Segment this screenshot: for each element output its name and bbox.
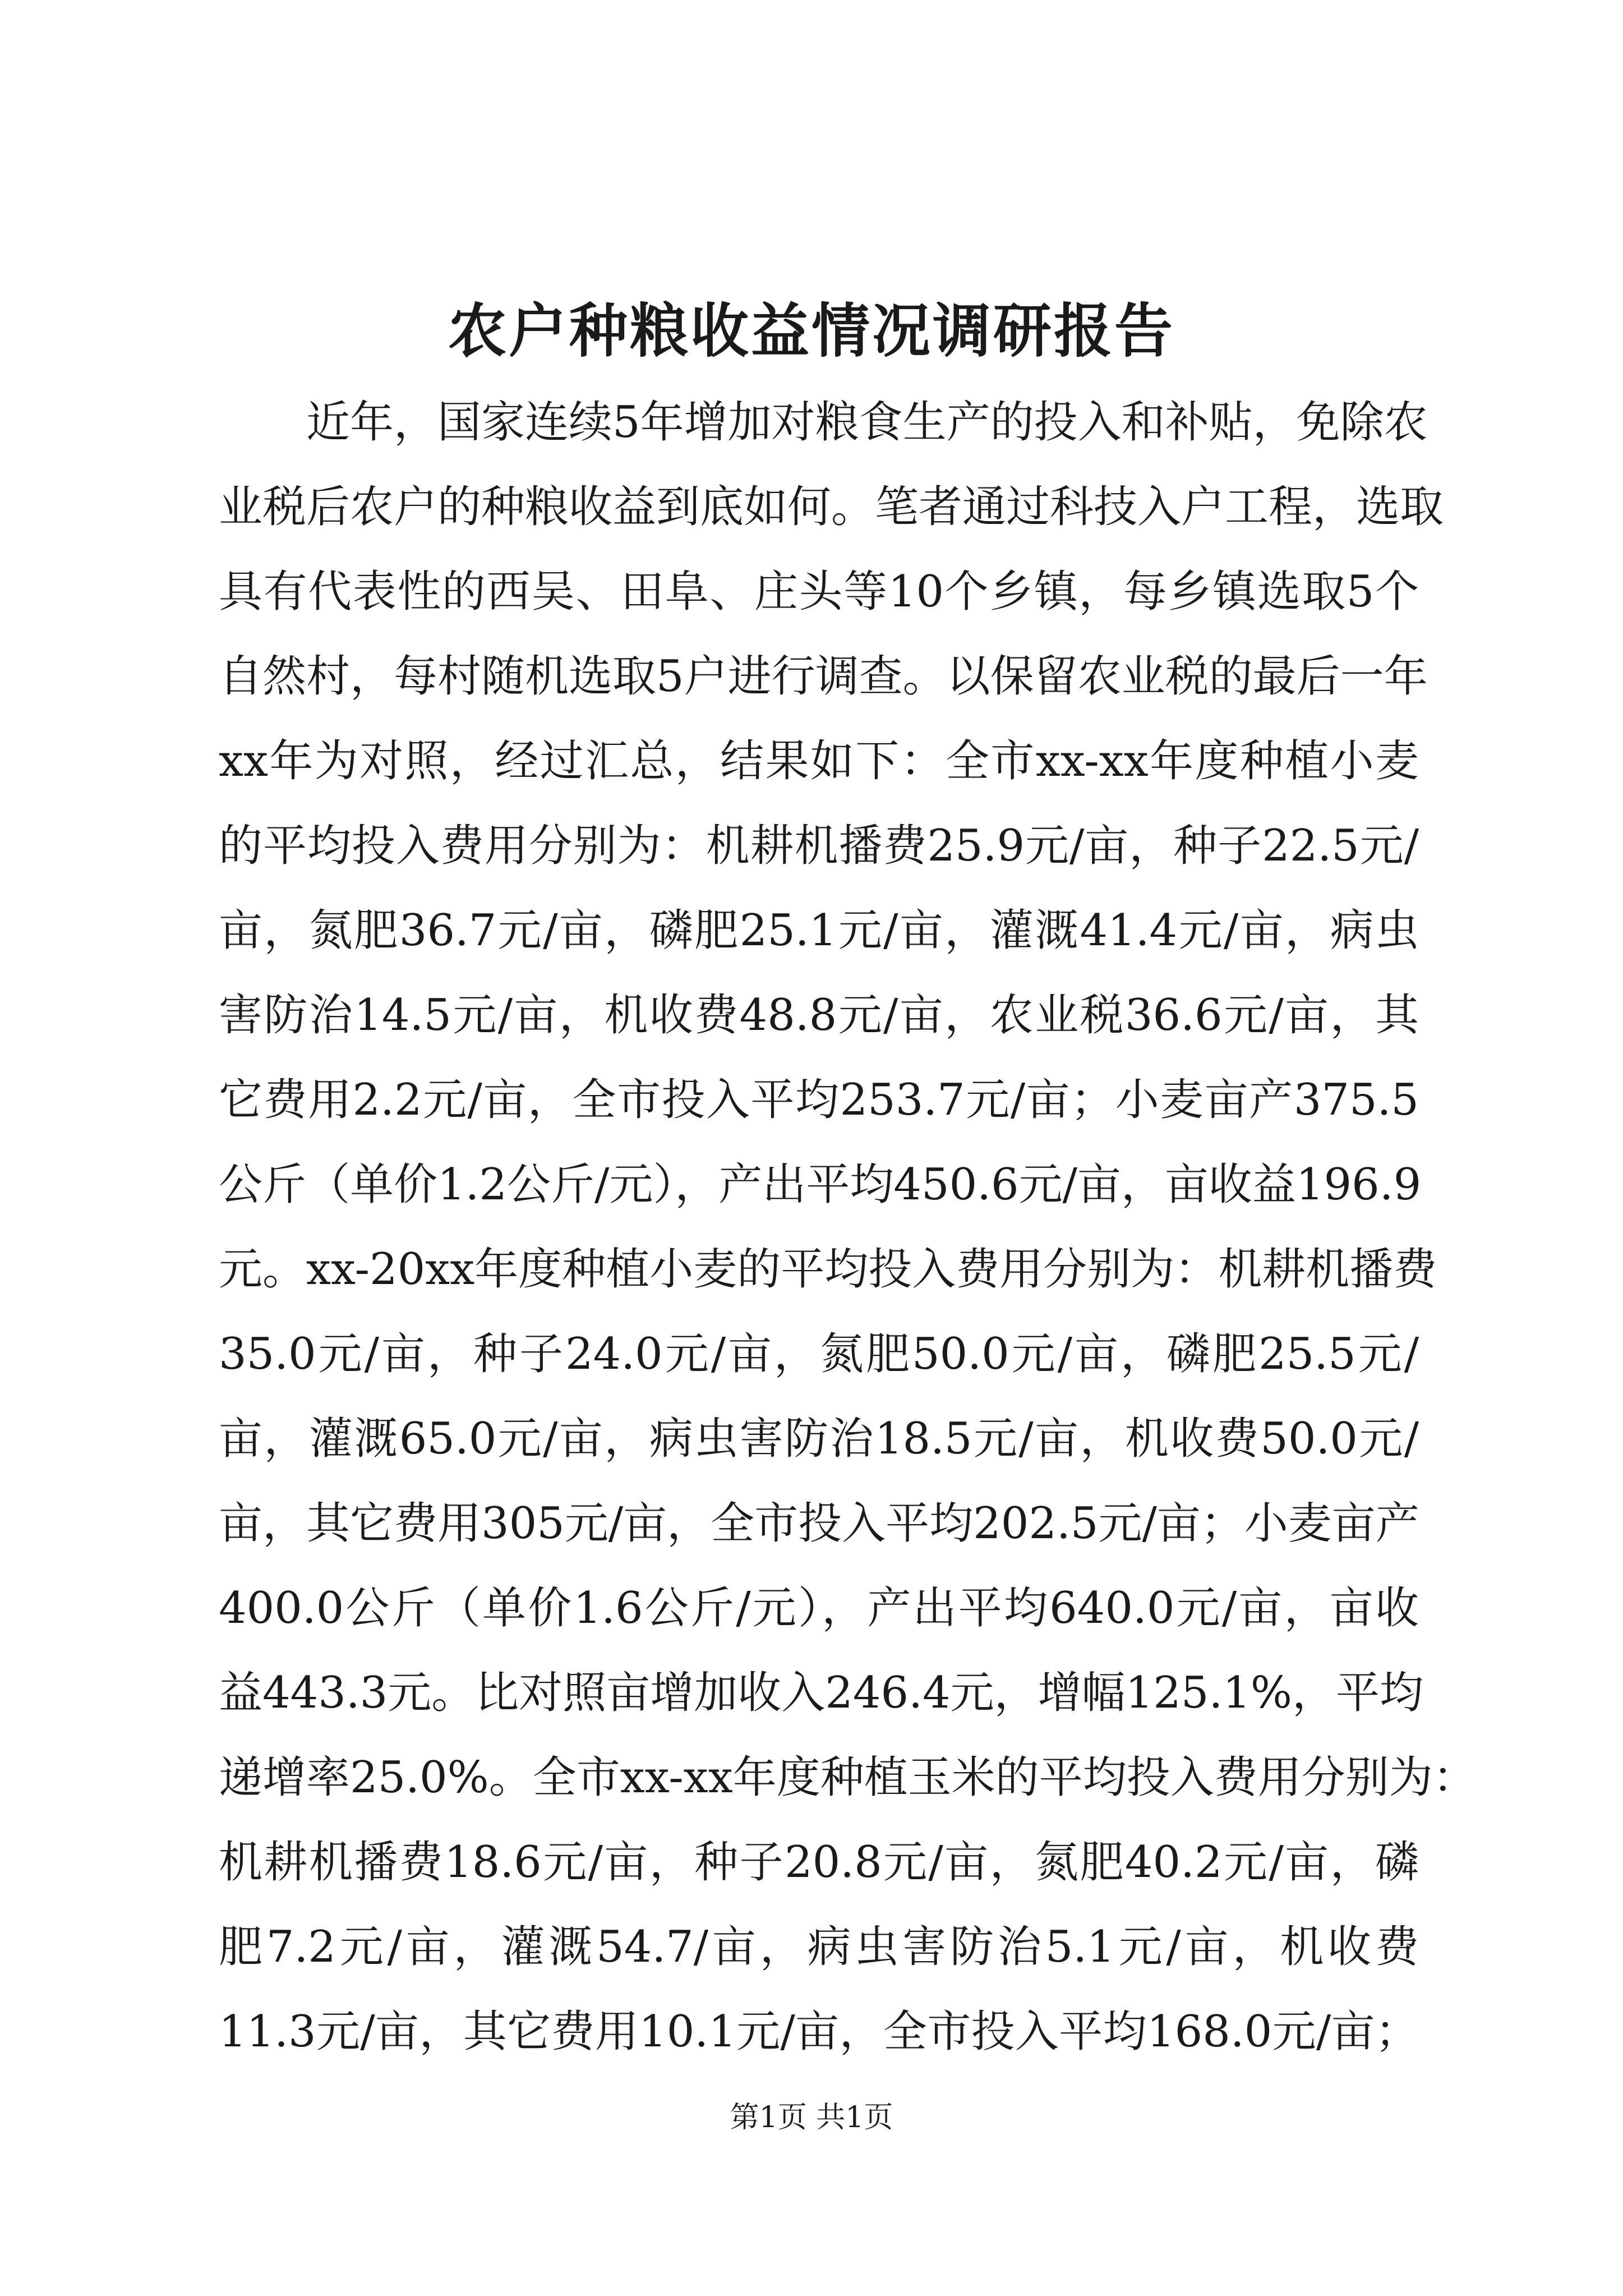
paragraph-line: 400.0公斤（单价1.6公斤/元），产出平均640.0元/亩，亩收 xyxy=(219,1583,1419,1634)
page-number-footer: 第1页 共1页 xyxy=(730,2101,893,2134)
paragraph-line: 近年，国家连续5年增加对粮食生产的投入和补贴，免除农 xyxy=(306,397,1428,448)
paragraph-line: 自然村，每村随机选取5户进行调查。以保留农业税的最后一年 xyxy=(219,651,1428,702)
paragraph-line: 亩，氮肥36.7元/亩，磷肥25.1元/亩，灌溉41.4元/亩，病虫 xyxy=(219,905,1419,956)
paragraph-line: 亩，灌溉65.0元/亩，病虫害防治18.5元/亩，机收费50.0元/ xyxy=(219,1414,1419,1464)
paragraph-line: 亩，其它费用305元/亩，全市投入平均202.5元/亩；小麦亩产 xyxy=(219,1498,1419,1549)
paragraph-line: 35.0元/亩，种子24.0元/亩，氮肥50.0元/亩，磷肥25.5元/ xyxy=(219,1329,1419,1379)
document-title: 农户种粮收益情况调研报告 xyxy=(448,296,1175,365)
paragraph-line: 它费用2.2元/亩，全市投入平均253.7元/亩；小麦亩产375.5 xyxy=(219,1075,1419,1125)
body-paragraph xyxy=(219,380,1477,2074)
paragraph-line: 业税后农户的种粮收益到底如何。笔者通过科技入户工程，选取 xyxy=(219,482,1444,532)
paragraph-line: 的平均投入费用分别为：机耕机播费25.9元/亩，种子22.5元/ xyxy=(219,821,1419,871)
paragraph-line: xx年为对照，经过汇总，结果如下：全市xx-xx年度种植小麦 xyxy=(219,736,1419,786)
paragraph-line: 具有代表性的西吴、田阜、庄头等10个乡镇，每乡镇选取5个 xyxy=(219,567,1419,617)
paragraph-line: 公斤（单价1.2公斤/元），产出平均450.6元/亩，亩收益196.9 xyxy=(219,1159,1422,1210)
paragraph-line: 元。xx-20xx年度种植小麦的平均投入费用分别为：机耕机播费 xyxy=(219,1244,1437,1295)
paragraph-line: 11.3元/亩，其它费用10.1元/亩，全市投入平均168.0元/亩； xyxy=(219,2007,1419,2057)
paragraph-line: 递增率25.0%。全市xx-xx年度种植玉米的平均投入费用分别为： xyxy=(219,1752,1477,1803)
paragraph-line: 益443.3元。比对照亩增加收入246.4元，增幅125.1%，平均 xyxy=(219,1668,1424,1718)
paragraph-line: 肥7.2元/亩，灌溉54.7/亩，病虫害防治5.1元/亩，机收费 xyxy=(219,1922,1419,1972)
paragraph-line: 机耕机播费18.6元/亩，种子20.8元/亩，氮肥40.2元/亩，磷 xyxy=(219,1837,1419,1888)
paragraph-line: 害防治14.5元/亩，机收费48.8元/亩，农业税36.6元/亩，其 xyxy=(219,990,1419,1041)
